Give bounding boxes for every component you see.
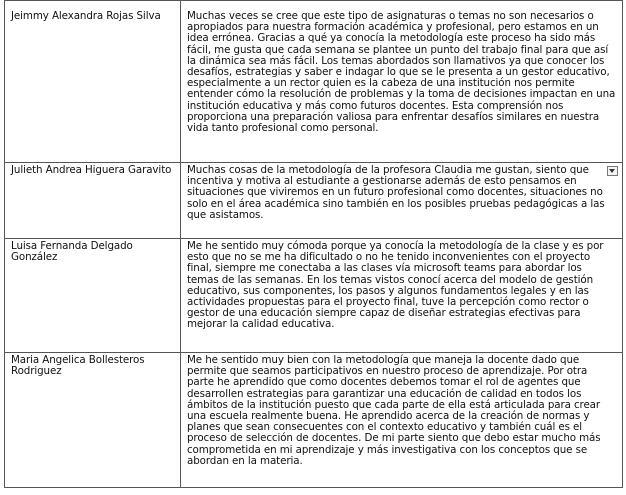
student-comment: Muchas veces se cree que este tipo de asignaturas o temas no son necesarios o apropiados para nuestra formación académica y profesional, pero estamos en un idea errónea. Gracias a qué ya conocía la metodología este proceso ha sido más fácil, me gusta que cada semana se plantee un punto del trabajo final para que así la dinámica sea más fácil. Los temas abordados son llamativos ya que conocer los desafíos, estrategias y saber e indagar lo que se le presenta a un gestor educativo, especialmente a un rector quien es la cabeza de una institución nos permite entender cómo la resolución de problemas y la toma de decisiones impactan en una institución educativa y más como futuros docentes. Esta comprensión nos proporciona una preparación valiosa para enfrentar desafíos similares en nuestra vida tanto profesional como personal. (181, 1, 623, 163)
student-comment: Me he sentido muy cómoda porque ya conocía la metodología de la clase y es por esto que no se me ha dificultado o no he tenido inconvenientes con el proyecto final, siempre me conectaba a las clases vía microsoft teams para abordar los temas de las semanas. En los temas vistos conocí acerca del modelo de gestión educativo, sus componentes, los pasos y algunos fundamentos legales y en las actividades propuestas para el proyecto final, tuve la percepción como rector o gestor de una educación siempre capaz de diseñar estrategias efectivas para mejorar la calidad educativa. (181, 239, 623, 353)
table-row (5, 239, 623, 353)
chevron-down-icon[interactable] (607, 166, 618, 176)
student-comment: Muchas cosas de la metodología de la profesora Claudia me gustan, siento que incentiva y motiva al estudiante a gestionarse además de esto pensamos en situaciones que viviremos en un futuro profesional como docentes, situaciones no solo en el área académica sino también en los posibles pruebas pedagógicas a las que asistamos. (181, 163, 623, 239)
student-name: Jeimmy Alexandra Rojas Silva (5, 1, 181, 163)
student-comment: Me he sentido muy bien con la metodología que maneja la docente dado que permite que seamos participativos en nuestro proceso de aprendizaje. Por otra parte he aprendido que como docentes debemos tomar el rol de agentes que desarrollen estrategias para garantizar una educación de calidad en todos los ámbitos de la institución puesto que cada parte de ella está articulada para crear una escuela realmente buena. He aprendido acerca de la creación de normas y planes que sean consecuentes con el contexto educativo y también cuál es el proceso de selección de docentes. De mi parte siento que debo estar mucho más comprometida en mi aprendizaje y más investigativa con los conceptos que se abordan en la materia. (181, 353, 623, 488)
table-row (5, 1, 623, 163)
student-name: Maria Angelica Bollesteros Rodriguez (5, 353, 181, 488)
student-name: Julieth Andrea Higuera Garavito (5, 163, 181, 239)
student-feedback-table (4, 0, 623, 488)
student-name: Luisa Fernanda Delgado González (5, 239, 181, 353)
table-row (5, 353, 623, 488)
table-row (5, 163, 623, 239)
